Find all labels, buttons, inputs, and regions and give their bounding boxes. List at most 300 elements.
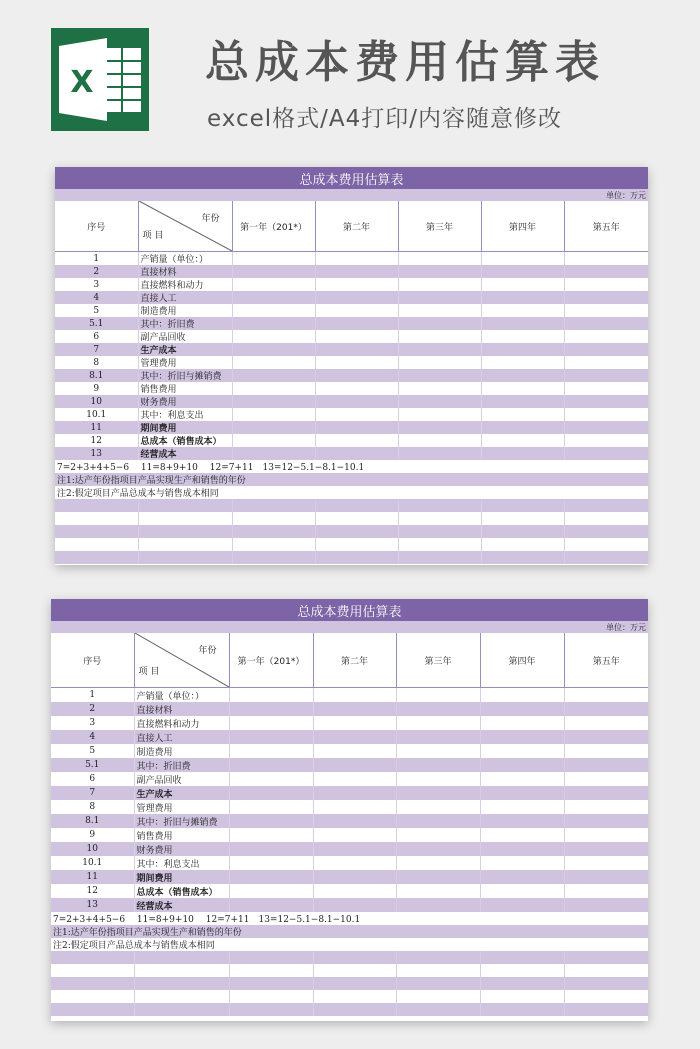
empty-cell[interactable]: [564, 977, 648, 990]
value-cell[interactable]: [480, 688, 564, 703]
value-cell[interactable]: [396, 688, 480, 703]
row-number: 6: [51, 772, 134, 786]
value-cell[interactable]: [396, 730, 480, 744]
value-cell[interactable]: [481, 395, 564, 408]
empty-cell[interactable]: [51, 951, 134, 964]
table-row: [51, 730, 648, 744]
empty-row: [51, 990, 648, 1003]
table-row: [55, 447, 648, 460]
value-cell[interactable]: [564, 884, 648, 898]
row-item: 经营成本: [134, 898, 229, 912]
value-cell[interactable]: [313, 870, 396, 884]
sheet-preview-2: [51, 599, 648, 1021]
value-cell[interactable]: [481, 369, 564, 382]
value-cell[interactable]: [481, 252, 564, 266]
value-cell[interactable]: [481, 304, 564, 317]
empty-cell[interactable]: [396, 977, 480, 990]
value-cell[interactable]: [232, 434, 315, 447]
empty-cell[interactable]: [232, 551, 315, 564]
table-row: [51, 814, 648, 828]
value-cell[interactable]: [232, 330, 315, 343]
empty-row: [51, 977, 648, 990]
value-cell[interactable]: [229, 716, 313, 730]
value-cell[interactable]: [313, 800, 396, 814]
value-cell[interactable]: [229, 800, 313, 814]
table-row: [55, 278, 648, 291]
empty-cell[interactable]: [480, 1003, 564, 1016]
row-number: 8: [51, 800, 134, 814]
row-number: 5: [55, 304, 138, 317]
value-cell[interactable]: [480, 730, 564, 744]
value-cell[interactable]: [313, 842, 396, 856]
empty-cell[interactable]: [229, 977, 313, 990]
empty-cell[interactable]: [229, 1003, 313, 1016]
value-cell[interactable]: [229, 688, 313, 703]
value-cell[interactable]: [229, 898, 313, 912]
value-cell[interactable]: [398, 317, 481, 330]
table-row: [51, 716, 648, 730]
value-cell[interactable]: [398, 252, 481, 266]
value-cell[interactable]: [481, 447, 564, 460]
value-cell[interactable]: [313, 898, 396, 912]
value-cell[interactable]: [564, 330, 648, 343]
value-cell[interactable]: [315, 382, 398, 395]
table-body: [51, 688, 648, 913]
value-cell[interactable]: [232, 291, 315, 304]
value-cell[interactable]: [232, 343, 315, 356]
col-year-5: 第五年: [564, 633, 648, 688]
table-row: [55, 343, 648, 356]
empty-cell[interactable]: [134, 990, 229, 1003]
empty-cell[interactable]: [396, 964, 480, 977]
value-cell[interactable]: [481, 382, 564, 395]
table-row: [55, 356, 648, 369]
value-cell[interactable]: [229, 786, 313, 800]
row-number: 5.1: [51, 758, 134, 772]
value-cell[interactable]: [481, 421, 564, 434]
row-number: 5: [51, 744, 134, 758]
table-row: [51, 688, 648, 703]
value-cell[interactable]: [232, 317, 315, 330]
empty-cell[interactable]: [564, 990, 648, 1003]
empty-cell[interactable]: [564, 512, 648, 525]
empty-cell[interactable]: [481, 538, 564, 551]
value-cell[interactable]: [480, 842, 564, 856]
empty-cell[interactable]: [564, 1003, 648, 1016]
empty-cell[interactable]: [480, 990, 564, 1003]
value-cell[interactable]: [398, 447, 481, 460]
empty-cell[interactable]: [232, 538, 315, 551]
empty-cell[interactable]: [564, 964, 648, 977]
empty-cell[interactable]: [315, 512, 398, 525]
value-cell[interactable]: [315, 434, 398, 447]
value-cell[interactable]: [564, 730, 648, 744]
value-cell[interactable]: [564, 356, 648, 369]
row-item: 产销量（单位：）: [134, 688, 229, 703]
empty-cell[interactable]: [313, 964, 396, 977]
value-cell[interactable]: [481, 330, 564, 343]
value-cell[interactable]: [232, 304, 315, 317]
value-cell[interactable]: [398, 278, 481, 291]
value-cell[interactable]: [315, 291, 398, 304]
value-cell[interactable]: [315, 447, 398, 460]
row-item: 生产成本: [138, 343, 232, 356]
value-cell[interactable]: [229, 772, 313, 786]
empty-cell[interactable]: [396, 990, 480, 1003]
value-cell[interactable]: [564, 772, 648, 786]
value-cell[interactable]: [480, 702, 564, 716]
value-cell[interactable]: [229, 856, 313, 870]
value-cell[interactable]: [315, 356, 398, 369]
value-cell[interactable]: [396, 758, 480, 772]
empty-row: [55, 512, 648, 525]
empty-cell[interactable]: [134, 964, 229, 977]
empty-row: [51, 951, 648, 964]
value-cell[interactable]: [398, 291, 481, 304]
row-number: 7: [51, 786, 134, 800]
value-cell[interactable]: [229, 758, 313, 772]
value-cell[interactable]: [480, 800, 564, 814]
value-cell[interactable]: [396, 828, 480, 842]
value-cell[interactable]: [398, 408, 481, 421]
value-cell[interactable]: [232, 356, 315, 369]
value-cell[interactable]: [480, 814, 564, 828]
row-number: 2: [51, 702, 134, 716]
value-cell[interactable]: [398, 421, 481, 434]
value-cell[interactable]: [315, 343, 398, 356]
value-cell[interactable]: [229, 828, 313, 842]
empty-row: [55, 538, 648, 551]
value-cell[interactable]: [232, 265, 315, 278]
row-item: 期间费用: [138, 421, 232, 434]
empty-cell[interactable]: [480, 964, 564, 977]
value-cell[interactable]: [315, 278, 398, 291]
value-cell[interactable]: [232, 421, 315, 434]
table-row: [51, 772, 648, 786]
empty-cell[interactable]: [134, 1003, 229, 1016]
value-cell[interactable]: [398, 343, 481, 356]
value-cell[interactable]: [480, 758, 564, 772]
row-number: 4: [55, 291, 138, 304]
value-cell[interactable]: [480, 884, 564, 898]
col-seq-header: 序号: [55, 201, 138, 252]
value-cell[interactable]: [564, 265, 648, 278]
empty-cell[interactable]: [51, 1003, 134, 1016]
row-item: 其中：折旧与摊销费: [134, 814, 229, 828]
empty-cell[interactable]: [564, 538, 648, 551]
value-cell[interactable]: [564, 343, 648, 356]
row-number: 4: [51, 730, 134, 744]
empty-cell[interactable]: [134, 951, 229, 964]
empty-cell[interactable]: [51, 990, 134, 1003]
empty-cell[interactable]: [398, 512, 481, 525]
value-cell[interactable]: [315, 408, 398, 421]
row-item: 管理费用: [134, 800, 229, 814]
table-row: [51, 870, 648, 884]
value-cell[interactable]: [315, 330, 398, 343]
empty-cell[interactable]: [232, 512, 315, 525]
empty-cell[interactable]: [229, 951, 313, 964]
col-item-header: 项 目: [138, 667, 160, 677]
value-cell[interactable]: [481, 408, 564, 421]
value-cell[interactable]: [229, 744, 313, 758]
value-cell[interactable]: [481, 343, 564, 356]
value-cell[interactable]: [229, 884, 313, 898]
value-cell[interactable]: [480, 856, 564, 870]
empty-cell[interactable]: [564, 951, 648, 964]
value-cell[interactable]: [313, 786, 396, 800]
value-cell[interactable]: [564, 447, 648, 460]
value-cell[interactable]: [315, 265, 398, 278]
row-item: 其中：折旧费: [134, 758, 229, 772]
excel-logo-letter: X: [70, 65, 94, 100]
row-item: 管理费用: [138, 356, 232, 369]
empty-cell[interactable]: [138, 538, 232, 551]
value-cell[interactable]: [480, 744, 564, 758]
value-cell[interactable]: [396, 898, 480, 912]
value-cell[interactable]: [396, 716, 480, 730]
empty-cell[interactable]: [51, 964, 134, 977]
value-cell[interactable]: [564, 252, 648, 266]
value-cell[interactable]: [313, 828, 396, 842]
empty-rows: [51, 951, 648, 1016]
value-cell[interactable]: [564, 800, 648, 814]
value-cell[interactable]: [481, 265, 564, 278]
value-cell[interactable]: [229, 842, 313, 856]
empty-cell[interactable]: [51, 977, 134, 990]
value-cell[interactable]: [564, 369, 648, 382]
empty-cell[interactable]: [313, 977, 396, 990]
value-cell[interactable]: [232, 278, 315, 291]
table-row: [51, 758, 648, 772]
empty-row: [55, 525, 648, 538]
empty-cell[interactable]: [138, 499, 232, 512]
cost-table: [51, 599, 648, 1016]
row-number: 8.1: [51, 814, 134, 828]
value-cell[interactable]: [398, 304, 481, 317]
excel-logo-icon: [51, 28, 149, 131]
value-cell[interactable]: [398, 330, 481, 343]
value-cell[interactable]: [398, 356, 481, 369]
row-number: 12: [51, 884, 134, 898]
value-cell[interactable]: [232, 252, 315, 266]
empty-cell[interactable]: [480, 977, 564, 990]
value-cell[interactable]: [564, 758, 648, 772]
empty-cell[interactable]: [313, 951, 396, 964]
cost-table: [55, 167, 648, 564]
row-item: 财务费用: [134, 842, 229, 856]
empty-cell[interactable]: [480, 951, 564, 964]
row-number: 2: [55, 265, 138, 278]
value-cell[interactable]: [232, 382, 315, 395]
value-cell[interactable]: [229, 730, 313, 744]
value-cell[interactable]: [313, 884, 396, 898]
value-cell[interactable]: [481, 291, 564, 304]
empty-cell[interactable]: [564, 551, 648, 564]
value-cell[interactable]: [315, 304, 398, 317]
value-cell[interactable]: [564, 716, 648, 730]
value-cell[interactable]: [480, 898, 564, 912]
row-number: 11: [55, 421, 138, 434]
empty-cell[interactable]: [315, 525, 398, 538]
row-number: 13: [55, 447, 138, 460]
empty-cell[interactable]: [398, 538, 481, 551]
diagonal-header-cell: [138, 201, 232, 252]
value-cell[interactable]: [396, 842, 480, 856]
value-cell[interactable]: [229, 870, 313, 884]
empty-cell[interactable]: [564, 525, 648, 538]
empty-cell[interactable]: [315, 499, 398, 512]
value-cell[interactable]: [232, 395, 315, 408]
value-cell[interactable]: [313, 772, 396, 786]
value-cell[interactable]: [564, 317, 648, 330]
value-cell[interactable]: [398, 265, 481, 278]
value-cell[interactable]: [481, 317, 564, 330]
value-cell[interactable]: [481, 278, 564, 291]
value-cell[interactable]: [564, 702, 648, 716]
empty-cell[interactable]: [138, 525, 232, 538]
value-cell[interactable]: [398, 434, 481, 447]
empty-cell[interactable]: [138, 512, 232, 525]
value-cell[interactable]: [229, 702, 313, 716]
value-cell[interactable]: [396, 772, 480, 786]
empty-cell[interactable]: [564, 499, 648, 512]
value-cell[interactable]: [315, 369, 398, 382]
col-year-header: 年份: [198, 646, 217, 656]
value-cell[interactable]: [564, 291, 648, 304]
value-cell[interactable]: [313, 702, 396, 716]
value-cell[interactable]: [564, 870, 648, 884]
value-cell[interactable]: [396, 800, 480, 814]
value-cell[interactable]: [398, 395, 481, 408]
row-item: 直接人工: [138, 291, 232, 304]
empty-cell[interactable]: [313, 1003, 396, 1016]
value-cell[interactable]: [398, 382, 481, 395]
row-item: 其中：折旧费: [138, 317, 232, 330]
value-cell[interactable]: [398, 369, 481, 382]
col-year-2: 第二年: [315, 201, 398, 252]
empty-cell[interactable]: [134, 977, 229, 990]
value-cell[interactable]: [564, 421, 648, 434]
empty-cell[interactable]: [55, 525, 138, 538]
value-cell[interactable]: [232, 408, 315, 421]
value-cell[interactable]: [481, 356, 564, 369]
empty-cell[interactable]: [229, 990, 313, 1003]
col-year-3: 第三年: [396, 633, 480, 688]
value-cell[interactable]: [564, 434, 648, 447]
page-subtitle: excel格式/A4打印/内容随意修改: [207, 106, 563, 132]
row-item: 销售费用: [134, 828, 229, 842]
value-cell[interactable]: [480, 772, 564, 786]
empty-cell[interactable]: [398, 525, 481, 538]
value-cell[interactable]: [315, 395, 398, 408]
empty-cell[interactable]: [396, 1003, 480, 1016]
value-cell[interactable]: [313, 856, 396, 870]
table-row: [55, 369, 648, 382]
value-cell[interactable]: [313, 730, 396, 744]
value-cell[interactable]: [396, 856, 480, 870]
value-cell[interactable]: [313, 814, 396, 828]
value-cell[interactable]: [229, 814, 313, 828]
empty-cell[interactable]: [481, 499, 564, 512]
value-cell[interactable]: [564, 744, 648, 758]
value-cell[interactable]: [480, 786, 564, 800]
row-item: 销售费用: [138, 382, 232, 395]
empty-cell[interactable]: [229, 964, 313, 977]
empty-cell[interactable]: [396, 951, 480, 964]
empty-cell[interactable]: [398, 499, 481, 512]
row-number: 1: [51, 688, 134, 703]
value-cell[interactable]: [564, 408, 648, 421]
value-cell[interactable]: [313, 716, 396, 730]
empty-cell[interactable]: [55, 512, 138, 525]
row-number: 9: [51, 828, 134, 842]
value-cell[interactable]: [564, 786, 648, 800]
value-cell[interactable]: [480, 870, 564, 884]
value-cell[interactable]: [232, 447, 315, 460]
value-cell[interactable]: [396, 786, 480, 800]
value-cell[interactable]: [564, 842, 648, 856]
value-cell[interactable]: [315, 317, 398, 330]
value-cell[interactable]: [564, 688, 648, 703]
note-2: 注2:假定项目产品总成本与销售成本相同: [51, 938, 648, 951]
value-cell[interactable]: [481, 434, 564, 447]
empty-cell[interactable]: [481, 525, 564, 538]
value-cell[interactable]: [396, 744, 480, 758]
value-cell[interactable]: [315, 252, 398, 266]
empty-cell[interactable]: [232, 525, 315, 538]
value-cell[interactable]: [564, 898, 648, 912]
empty-cell[interactable]: [55, 538, 138, 551]
table-row: [55, 317, 648, 330]
value-cell[interactable]: [564, 278, 648, 291]
empty-cell[interactable]: [315, 538, 398, 551]
value-cell[interactable]: [313, 744, 396, 758]
row-item: 其中：利息支出: [138, 408, 232, 421]
value-cell[interactable]: [564, 814, 648, 828]
row-item: 经营成本: [138, 447, 232, 460]
empty-cell[interactable]: [398, 551, 481, 564]
value-cell[interactable]: [396, 870, 480, 884]
value-cell[interactable]: [564, 382, 648, 395]
row-item: 直接材料: [138, 265, 232, 278]
empty-row: [55, 551, 648, 564]
empty-cell[interactable]: [55, 499, 138, 512]
value-cell[interactable]: [480, 716, 564, 730]
empty-cell[interactable]: [315, 551, 398, 564]
empty-cell[interactable]: [481, 551, 564, 564]
empty-cell[interactable]: [138, 551, 232, 564]
value-cell[interactable]: [396, 884, 480, 898]
empty-cell[interactable]: [481, 512, 564, 525]
value-cell[interactable]: [396, 702, 480, 716]
value-cell[interactable]: [564, 304, 648, 317]
value-cell[interactable]: [564, 395, 648, 408]
value-cell[interactable]: [315, 421, 398, 434]
value-cell[interactable]: [564, 856, 648, 870]
value-cell[interactable]: [564, 828, 648, 842]
value-cell[interactable]: [313, 688, 396, 703]
value-cell[interactable]: [313, 758, 396, 772]
empty-cell[interactable]: [232, 499, 315, 512]
value-cell[interactable]: [232, 369, 315, 382]
value-cell[interactable]: [480, 828, 564, 842]
value-cell[interactable]: [396, 814, 480, 828]
table-row: [55, 291, 648, 304]
row-number: 6: [55, 330, 138, 343]
empty-cell[interactable]: [55, 551, 138, 564]
empty-cell[interactable]: [313, 990, 396, 1003]
